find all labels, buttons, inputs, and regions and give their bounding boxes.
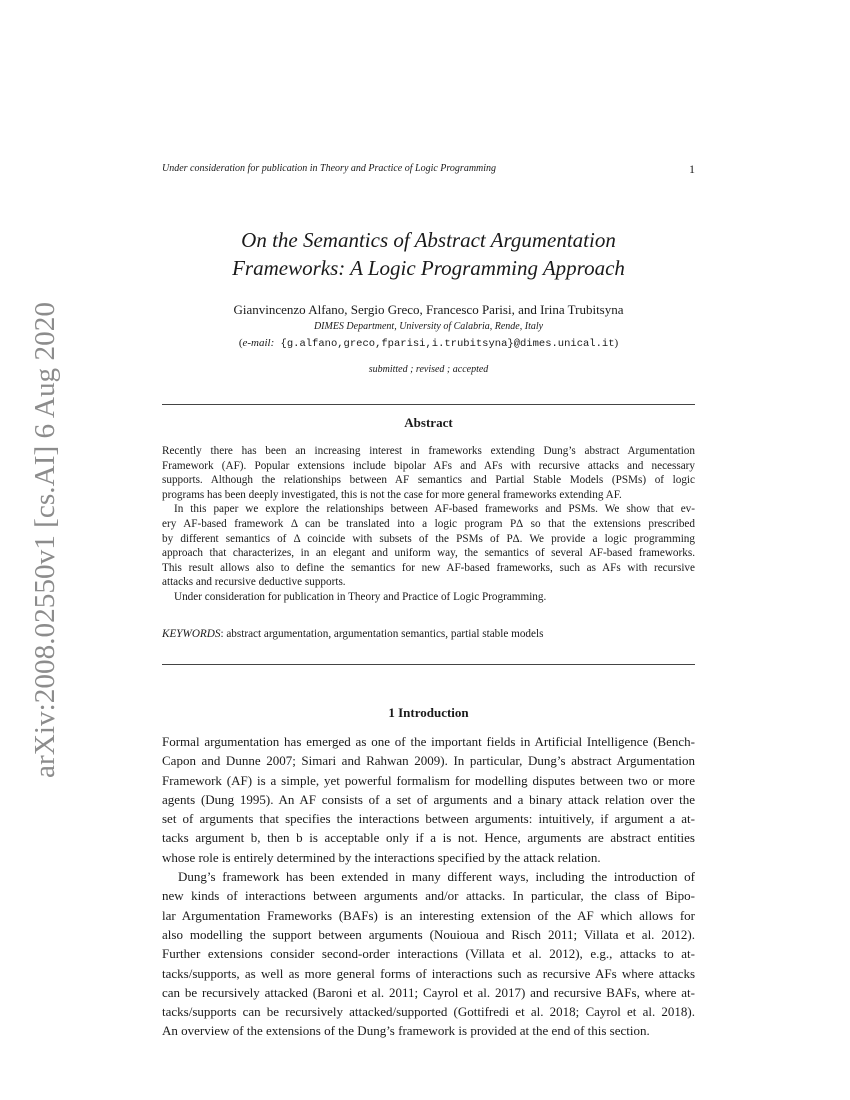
body-line: tacks/supports, as well as more general forms of interactions such as recursive AFs where attacks xyxy=(162,965,695,981)
page-number: 1 xyxy=(689,162,695,176)
abstract-line: Recently there has been an increasing interest in frameworks extending Dung’s abstract Argumentation xyxy=(162,445,695,457)
email-address: {g.alfano,greco,fparisi,i.trubitsyna}@dimes.unical.it xyxy=(274,338,615,350)
body-line: Formal argumentation has emerged as one of the important fields in Artificial Intelligence (Bench- xyxy=(162,734,695,749)
abstract-heading: Abstract xyxy=(404,415,453,430)
body-line: can be recursively attacked (Baroni et al. 2011; Cayrol et al. 2017) and recursive BAFs, where at- xyxy=(162,984,695,1000)
paper-title xyxy=(162,226,695,282)
keywords xyxy=(162,628,695,640)
email-label: e-mail: xyxy=(242,337,275,349)
running-title: Under consideration for publication in Theory and Practice of Logic Programming xyxy=(162,163,497,174)
running-head xyxy=(162,163,695,177)
body-line: Framework (AF) is a simple, yet powerful formalism for modelling disputes between two or more xyxy=(162,772,695,788)
abstract-line: Under consideration for publication in Theory and Practice of Logic Programming. xyxy=(174,590,547,603)
body-line: tacks/supports can be recursively attacked/supported (Gottifredi et al. 2018; Cayrol et al. 2018). xyxy=(162,1004,695,1020)
email-line xyxy=(162,337,695,350)
body-line: Capon and Dunne 2007; Simari and Rahwan 2009). In particular, Dung’s abstract Argumentation xyxy=(162,753,695,769)
abstract-line: approach that characterizes, in an elegant and uniform way, the semantics of several AF-based frameworks. xyxy=(162,547,695,560)
abstract-line: attacks and recursive deductive supports. xyxy=(162,576,346,589)
abstract-line: Framework (AF). Popular extensions include bipolar AFs and AFs with recursive attacks and necessary xyxy=(162,459,695,472)
introduction-body xyxy=(162,732,695,1041)
body-line: also modelling the support between arguments (Nouioua and Risch 2011; Villata et al. 2012). xyxy=(162,926,695,942)
title-line-2: Frameworks: A Logic Programming Approach xyxy=(232,256,625,280)
keywords-label: KEYWORDS xyxy=(162,628,221,640)
author-list: Gianvincenzo Alfano, Sergio Greco, Francesco Parisi, and Irina Trubitsyna xyxy=(233,302,624,317)
body-line: lar Argumentation Frameworks (BAFs) is an interesting extension of the AF which allows for xyxy=(162,907,695,923)
title-line-1: On the Semantics of Abstract Argumentation xyxy=(241,228,616,252)
abstract-bottom-rule xyxy=(162,664,695,665)
abstract-line: In this paper we explore the relationships between AF-based frameworks and PSMs. We show that ev- xyxy=(174,503,695,516)
arxiv-stamp xyxy=(18,300,64,780)
abstract-line: This result allows also to define the semantics for new AF-based frameworks, such as AFs with recursive xyxy=(162,561,695,574)
affiliation: DIMES Department, University of Calabria, Rende, Italy xyxy=(313,321,544,332)
abstract-body xyxy=(162,444,695,605)
body-line: An overview of the extensions of the Dung’s framework is provided at the end of this section. xyxy=(162,1023,650,1039)
email-suffix: ) xyxy=(614,337,619,349)
body-line: Dung’s framework has been extended in many different ways, including the introduction of xyxy=(178,869,695,885)
abstract-line: programs has been deeply investigated, this is not the case for more general frameworks extending AF. xyxy=(162,488,622,501)
abstract-top-rule xyxy=(162,404,695,405)
body-line: agents (Dung 1995). An AF consists of a set of arguments and a binary attack relation over the xyxy=(162,791,695,807)
body-line: whose role is entirely determined by the interactions specified by the attack relation. xyxy=(162,849,601,865)
body-line: set of arguments that specifies the interactions between arguments: intuitively, if argument a at- xyxy=(162,811,695,827)
abstract-line: ery AF-based framework Δ can be translated into a logic program P∆ so that the extensions prescribed xyxy=(162,517,695,530)
email-prefix: ( xyxy=(238,337,243,349)
arxiv-stamp-text: arXiv:2008.02550v1 [cs.AI] 6 Aug 2020 xyxy=(29,305,61,778)
keywords-text: : abstract argumentation, argumentation semantics, partial stable models xyxy=(220,628,544,640)
abstract-line: supports. Although the relationships between AF semantics and Partial Stable Models (PSMs) of logic xyxy=(162,474,695,487)
body-line: new kinds of interactions between arguments and/or attacks. In particular, the class of Bipo- xyxy=(162,888,695,904)
body-line: tacks argument b, then b is acceptable only if a is not. Hence, arguments are abstract entities xyxy=(162,830,695,846)
submission-dates: submitted ; revised ; accepted xyxy=(368,364,489,375)
abstract-line: by different semantics of Δ coincide with subsets of the PSMs of P∆. We provide a logic programming xyxy=(162,532,695,545)
body-line: Further extensions consider second-order interactions (Villata et al. 2012), e.g., attacks to at- xyxy=(162,946,695,962)
section-heading: 1 Introduction xyxy=(388,705,469,720)
